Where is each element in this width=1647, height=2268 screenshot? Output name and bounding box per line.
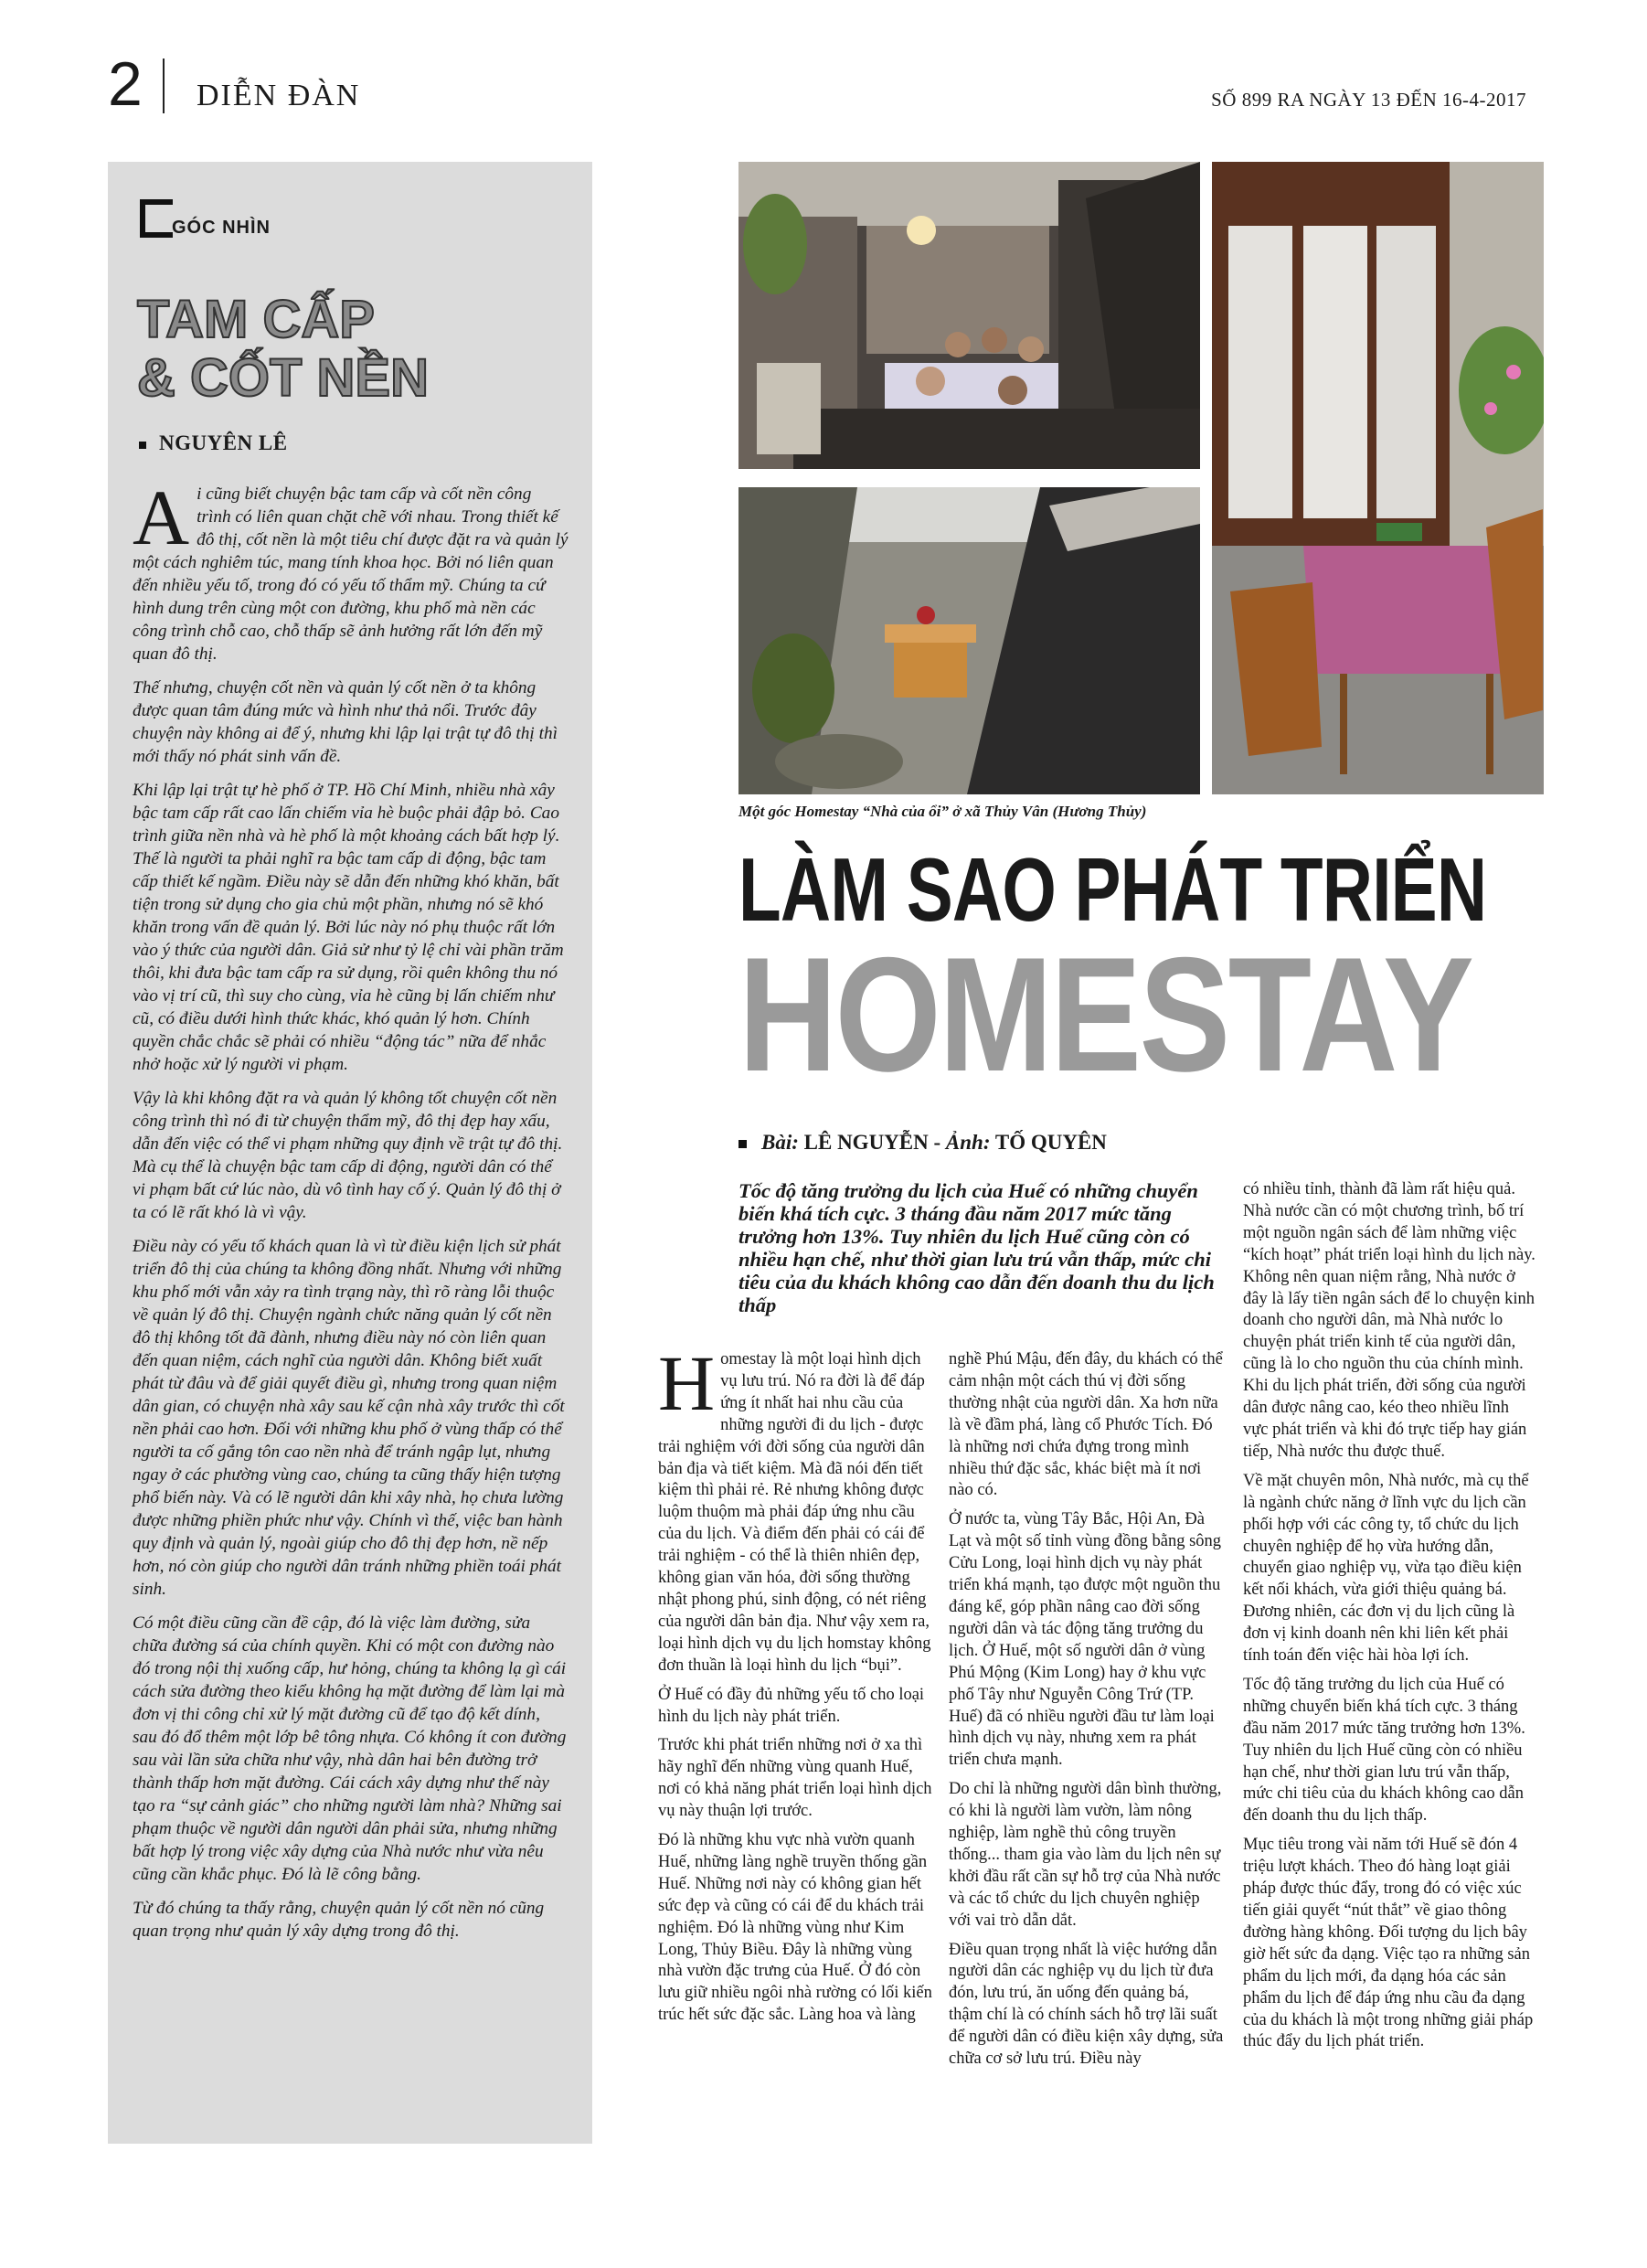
issue-info: SỐ 899 RA NGÀY 13 ĐẾN 16-4-2017 [1211,89,1526,111]
article-byline: Bài: LÊ NGUYỄN - Ảnh: TỐ QUYÊN [738,1131,1107,1155]
article-headline: LÀM SAO PHÁT TRIỂN [738,839,1487,940]
column-label-icon [140,199,173,238]
opinion-paragraph: Có một điều cũng cần đề cập, đó là việc làm đường, sửa chữa đường sá của chính quyền. Khi có một con đường nào đó trong nội thị xuống cấp, hư hỏng, chúng ta không lạ gì cái cách sửa đường theo kiểu không hạ mặt đường để làm lại mà đơn vị thi công chỉ xử lý mặt đường cũ để tạo độ kết dính, sau đó đổ thêm một lớp bê tông nhựa. Có không ít con đường sau vài lần sửa chữa như vậy, nhà dân hai bên đường trở thành thấp hơn mặt đường. Cái cách xây dựng như thế này tạo ra “sự cảnh giác” cho những người làm nhà? Những sai phạm thuộc về người dân người dân phải sửa, nhưng những bất hợp lý trong việc xây dựng của Nhà nước như vừa nêu cũng cần khắc phục. Đó là lẽ công bằng. [133,1613,567,1884]
article-column-2 [949,1349,1225,2078]
opinion-title-line2: & CỐT NỀN [137,348,429,408]
section-title: DIỄN ĐÀN [197,79,361,112]
article-paragraph: Về mặt chuyên môn, Nhà nước, mà cụ thể là ngành chức năng ở lĩnh vực du lịch cần phối hợp với các công ty, tổ chức du lịch chuyên nghiệp để họ vừa hướng dẫn, chuyển giao nghiệp vụ, vừa tạo điều kiện kết nối khách, vừa giới thiệu quảng bá. Đương nhiên, các đơn vị du lịch cũng là đơn vị kinh doanh nên khi liên kết phải tính toán đến việc hài hòa lợi ích. [1243,1471,1529,1666]
article-paragraph: Mục tiêu trong vài năm tới Huế sẽ đón 4 triệu lượt khách. Theo đó hàng loạt giải pháp được thúc đẩy, trong đó có việc xúc tiến giải quyết “nút thắt” về giao thông đường hàng không. Đối tượng du lịch bây giờ hết sức đa dạng. Việc tạo ra những sản phẩm du lịch mới, đa dạng hóa các sản phẩm du lịch để đáp ứng nhu cầu đa dạng của du khách là một trong những giải pháp thúc đẩy du lịch phát triển. [1243,1836,1534,2051]
drop-cap: H [658,1339,716,1427]
article-column-1 [658,1339,934,2034]
article-paragraph: Tốc độ tăng trưởng du lịch của Huế có những chuyển biến khá tích cực. 3 tháng đầu năm 2017 mức tăng trưởng hơn 13%. Tuy nhiên du lịch Huế cũng còn có nhiều hạn chế, như thời gian lưu trú vẫn thấp, mức chi tiêu của du khách không cao dẫn đến doanh thu du lịch thấp. [1243,1675,1525,1826]
opinion-body [133,474,568,1954]
header-divider [163,59,165,113]
article-lead: Tốc độ tăng trưởng du lịch của Huế có những chuyển biến khá tích cực. 3 tháng đầu năm 2017 mức tăng trưởng hơn 13%. Tuy nhiên du lịch Huế cũng còn có nhiều hạn chế, như thời gian lưu trú vẫn thấp, mức chi tiêu của du khách không cao dẫn đến doanh thu du lịch thấp [738,1179,1215,1316]
opinion-author: NGUYÊN LÊ [139,431,288,455]
article-paragraph: Trước khi phát triển những nơi ở xa thì hãy nghĩ đến những vùng quanh Huế, nơi có khả năng phát triển loại hình dịch vụ này thuận lợi trước. [658,1736,932,1821]
opinion-paragraph: Thế nhưng, chuyện cốt nền và quản lý cốt nền ở ta không được quan tâm đúng mức và hình như thả nổi. Trước đây chuyện này không ai để ý, nhưng khi lập lại trật tự đô thị thì mới thấy nó phát sinh vấn đề. [133,678,558,766]
opinion-title [137,291,576,408]
opinion-paragraph: Vậy là khi không đặt ra và quản lý không tốt chuyện cốt nền công trình thì nó đi từ chuyện thẩm mỹ, đô thị đẹp hay xấu, dẫn đến việc có thể vi phạm những quy định về trật tự đô thị. Mà cụ thể là chuyện bậc tam cấp di động, người dân có thể vi phạm bất cứ lúc nào, dù vô tình hay cố ý. Quản lý đô thị ở ta có lẽ rất khó là vì vậy. [133,1089,563,1222]
photo-patio-table [1212,162,1544,794]
article-headline-keyword: HOMESTAY [738,923,1472,1105]
article-paragraph: Do chỉ là những người dân bình thường, có khi là người làm vườn, làm nông nghiệp, làm nghề thủ công truyền thống... tham gia vào làm du lịch nên sự khởi đầu rất cần sự hỗ trợ của Nhà nước và các tổ chức du lịch chuyên nghiệp với vai trò dẫn dắt. [949,1780,1222,1930]
opinion-paragraph: Khi lập lại trật tự hè phố ở TP. Hồ Chí Minh, nhiều nhà xây bậc tam cấp rất cao lấn chiếm vỉa hè buộc phải đập bỏ. Cao trình giữa nền nhà và hè phố là một khoảng cách bất hợp lý. Thế là người ta phải nghĩ ra bậc tam cấp di động, bậc tam cấp thiết kế ngầm. Điều này sẽ dẫn đến những khó khăn, bất tiện trong sử dụng cho gia chủ một phần, nhưng nó sẽ khó khăn trong vấn đề quản lý. Bởi lúc này nó phụ thuộc rất lớn vào ý thức của người dân. Giả sử như tỷ lệ chỉ vài phần trăm thôi, khi đưa bậc tam cấp ra sử dụng, rồi quên không thu nó vào vị trí cũ, thì suy cho cùng, vỉa hè cũng bị lấn chiếm như cũ, có điều dưới hình thức khác, khó quản lý hơn. Chính quyền chắc chắc sẽ phải có nhiều “động tác” nữa để nhắc nhở hoặc xử lý người vi phạm. [133,781,564,1074]
article-paragraph: Điều quan trọng nhất là việc hướng dẫn người dân các nghiệp vụ du lịch từ đưa đón, lưu trú, ăn uống đến quảng bá, thậm chí là có chính sách hỗ trợ lãi suất để người dân có điều kiện xây dựng, sửa chữa cơ sở lưu trú. Điều này [949,1940,1224,2069]
photo-courtyard [738,487,1200,794]
article-paragraph: có nhiều tỉnh, thành đã làm rất hiệu quả. Nhà nước cần có một chương trình, bố trí một nguồn ngân sách để làm những việc “kích hoạt” phát triển loại hình du lịch này. Không nên quan niệm rằng, Nhà nước ở đây là lấy tiền ngân sách để lo chuyện kinh doanh cho người dân, mà Nhà nước lo chuyện phát triển kinh tế của người dân, cũng là lo cho nguồn thu của chính mình. Khi du lịch phát triển, đời sống của người dân được nâng cao, kéo theo nhiều lĩnh vực phát triển và khi đó trực tiếp hay gián tiếp, Nhà nước thu được thuế. [1243,1180,1535,1461]
article-paragraph: Ở nước ta, vùng Tây Bắc, Hội An, Đà Lạt và một số tỉnh vùng đồng bằng sông Cửu Long, loại hình dịch vụ này phát triển khá mạnh, tạo được một nguồn thu đáng kể, góp phần nâng cao đời sống người dân và tác động tăng trưởng du lịch. Ở Huế, một số người dân ở vùng Phú Mộng (Kim Long) hay ở khu vực phố Tây như Nguyễn Công Trứ (TP. Huế) đã có nhiều người đầu tư làm loại hình dịch vụ này, nhưng xem ra phát triển chưa mạnh. [949,1510,1222,1770]
article-column-3 [1243,1179,1537,2060]
article-paragraph: Ở Huế có đầy đủ những yếu tố cho loại hình du lịch này phát triển. [658,1685,925,1726]
article-paragraph: nghề Phú Mậu, đến đây, du khách có thể cảm nhận một cách thú vị đời sống thường nhật của người dân. Xa hơn nữa là về đầm phá, làng cổ Phước Tích. Đó là những nơi chứa đựng trong mình nhiều thứ đặc sắc, khác biệt mà ít nơi nào có. [949,1350,1223,1500]
photo-dining-room [738,162,1200,469]
opinion-title-line1: TAM CẤP [137,290,375,349]
photo-caption: Một góc Homestay “Nhà của ổi” ở xã Thủy Vân (Hương Thủy) [738,803,1147,820]
opinion-paragraph: Từ đó chúng ta thấy rằng, chuyện quản lý cốt nền nó cũng quan trọng như quản lý xây dựng trong đô thị. [133,1899,545,1941]
opinion-paragraph: Ai cũng biết chuyện bậc tam cấp và cốt nền công trình có liên quan chặt chẽ với nhau. Trong thiết kế đô thị, cốt nền là một tiêu chí được đặt ra và quản lý một cách nghiêm túc, mang tính khoa học. Bởi nó liên quan đến nhiều yếu tố, trong đó có yếu tố thẩm mỹ. Chúng ta cứ hình dung trên cùng một con đường, khu phố mà nền các công trình chỗ cao, chỗ thấp sẽ ảnh hưởng rất lớn đến mỹ quan đô thị. [133,474,568,664]
article-paragraph: Đó là những khu vực nhà vườn quanh Huế, những làng nghề truyền thống gần Huế. Những nơi này có không gian hết sức đẹp và cũng có cái để du khách trải nghiệm. Đó là những vùng như Kim Long, Thủy Biều. Đây là những vùng nhà vườn đặc trưng của Huế. Ở đó còn lưu giữ nhiều ngôi nhà rường có lối kiến trúc hết sức đặc sắc. Làng hoa và làng [658,1831,932,2025]
opinion-paragraph: Điều này có yếu tố khách quan là vì từ điều kiện lịch sử phát triển đô thị của chúng ta không đồng nhất. Nhưng với những khu phố mới vẫn xảy ra tình trạng này, thì rõ ràng lỗi thuộc về quản lý đô thị. Chuyện ngành chức năng quản lý cốt nền đô thị không tốt đã đành, nhưng điều này nó còn liên quan đến quan niệm, cách nghĩ của người dân. Không biết xuất phát từ đâu và để giải quyết điều gì, nhưng trong quan niệm dân gian, có chuyện nhà xây sau kế cận nhà xây trước thì cốt nền phải cao hơn. Đối với những khu phố ở vùng thấp có thể người ta cố gắng tôn cao nền nhà để tránh ngập lụt, nhưng ngay ở các phường vùng cao, chúng ta cũng thấy hiện tượng phổ biến này. Và có lẽ người dân khi xây nhà, họ chưa lường được những phiền phức như vậy. Chính vì thế, việc ban hành quy định và quản lý, ngoài giúp cho đô thị đẹp hơn, nề nếp hơn, nó còn giúp cho người dân tránh những phiền toái phát sinh. [133,1237,565,1599]
drop-cap: A [133,474,190,561]
article-paragraph: Homestay là một loại hình dịch vụ lưu trú. Nó ra đời là để đáp ứng ít nhất hai nhu cầu của những người đi du lịch - được trải nghiệm với đời sống của người dân bản địa và tiết kiệm. Mà đã nói đến tiết kiệm thì phải rẻ. Rẻ nhưng không được luộm thuộm mà phải đáp ứng nhu cầu của du lịch. Và điểm đến phải có cái để trải nghiệm - có thể là thiên nhiên đẹp, không gian văn hóa, đời sống thường nhật phong phú, sinh động, có nét riêng của người dân bản địa. Như vậy xem ra, loại hình dịch vụ du lịch homstay không đơn thuần là loại hình du lịch “bụi”. [658,1339,931,1675]
page-number: 2 [108,49,143,119]
column-label: GÓC NHÌN [172,218,271,238]
